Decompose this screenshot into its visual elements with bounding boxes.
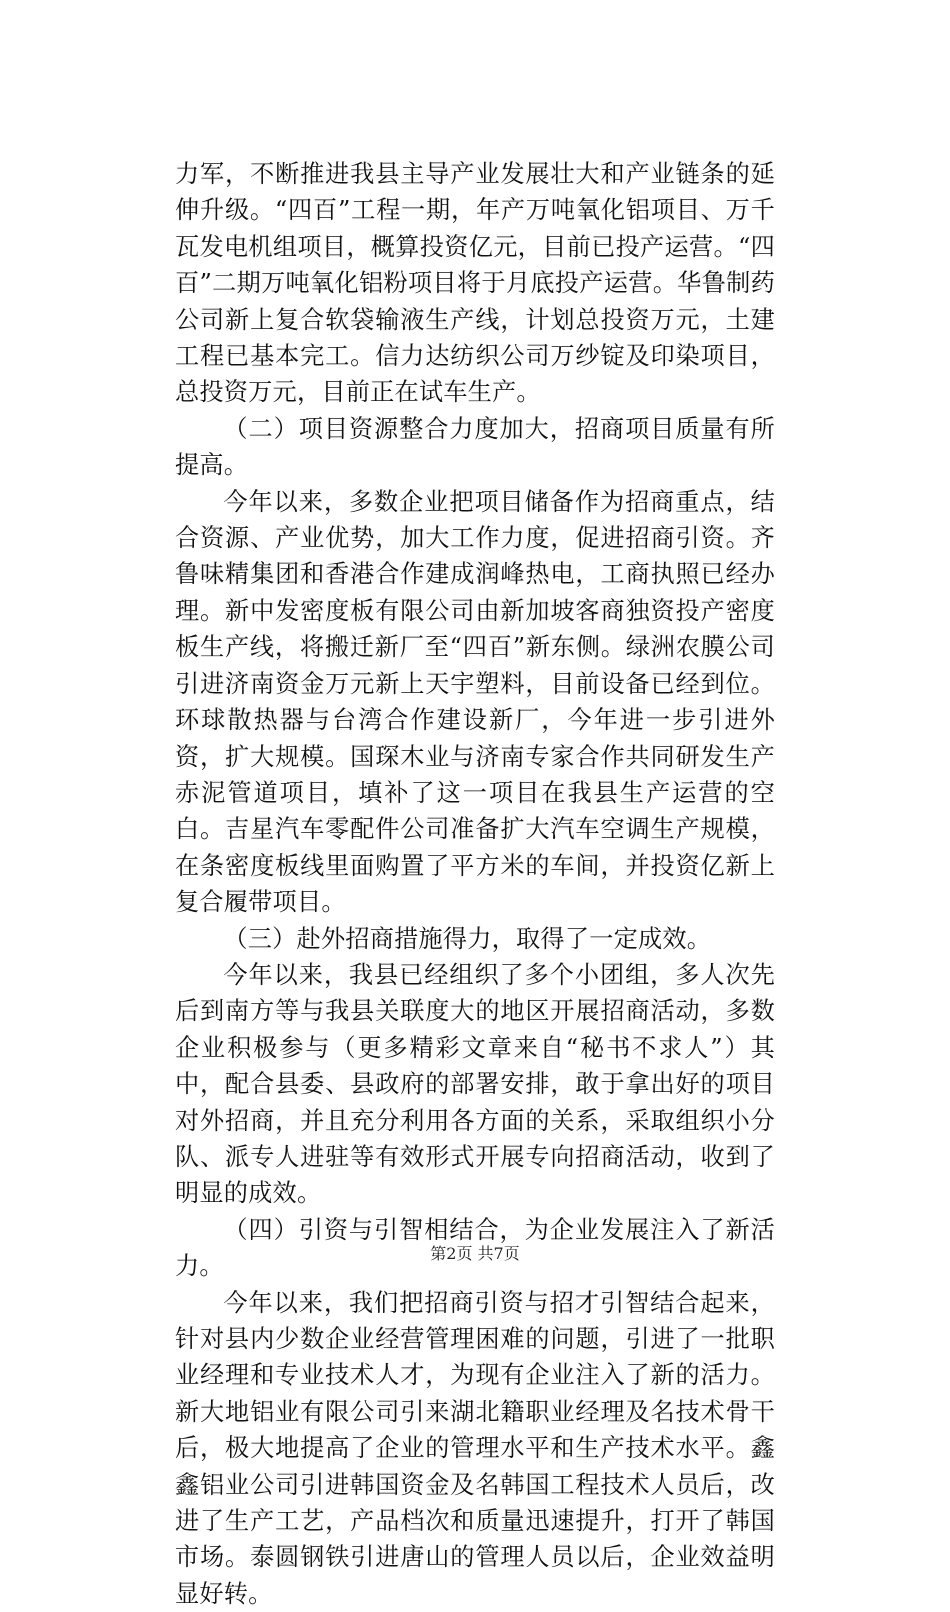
section-heading-4: （四）引资与引智相结合，为企业发展注入了新活力。	[175, 1215, 775, 1281]
paragraph-7: 今年以来，我们把招商引资与招才引智结合起来，针对县内少数企业经营管理困难的问题，引进了一批职业经理和专业技术人才，为现有企业注入了新的活力。新大地铝业有限公司引来湖北籍职业经理及名技术骨干后，极大地提高了企业的管理水平和生产技术水平。鑫鑫铝业公司引进韩国资金及名韩国工程技术人员后，改进了生产工艺，产品档次和质量迅速提升，打开了韩国市场。泰圆钢铁引进唐山的管理人员以后，企业效益明显好转。	[175, 1288, 775, 1608]
paragraph-5: 今年以来，我县已经组织了多个小团组，多人次先后到南方等与我县关联度大的地区开展招商活动，多数企业积极参与（更多精彩文章来自“秘书不求人”）其中，配合县委、县政府的部署安排，敢于拿出好的项目对外招商，并且充分利用各方面的关系，采取组织小分队、派专人进驻等有效形式开展专向招商活动，收到了明显的成效。	[175, 960, 775, 1208]
paragraph-3: 今年以来，多数企业把项目储备作为招商重点，结合资源、产业优势，加大工作力度，促进招商引资。齐鲁味精集团和香港合作建成润峰热电，工商执照已经办理。新中发密度板有限公司由新加坡客商独资投产密度板生产线，将搬迁新厂至“四百”新东侧。绿洲农膜公司引进济南资金万元新上天宇塑料，目前设备已经到位。环球散热器与台湾合作建设新厂，今年进一步引进外资，扩大规模。国琛木业与济南专家合作共同研发生产赤泥管道项目，填补了这一项目在我县生产运营的空白。吉星汽车零配件公司准备扩大汽车空调生产规模，在条密度板线里面购置了平方米的车间，并投资亿新上复合履带项目。	[175, 487, 775, 917]
document-body	[175, 156, 775, 1612]
section-heading-2: （二）项目资源整合力度加大，招商项目质量有所提高。	[175, 414, 775, 480]
section-heading-3: （三）赴外招商措施得力，取得了一定成效。	[223, 924, 712, 953]
page-number-footer: 第2页 共7页	[430, 1244, 520, 1263]
paragraph-1: 力军，不断推进我县主导产业发展壮大和产业链条的延伸升级。“四百”工程一期，年产万吨氧化铝项目、万千瓦发电机组项目，概算投资亿元，目前已投产运营。“四百”二期万吨氧化铝粉项目将于月底投产运营。华鲁制药公司新上复合软袋输液生产线，计划总投资万元，土建工程已基本完工。信力达纺织公司万纱锭及印染项目，总投资万元，目前正在试车生产。	[175, 160, 775, 407]
